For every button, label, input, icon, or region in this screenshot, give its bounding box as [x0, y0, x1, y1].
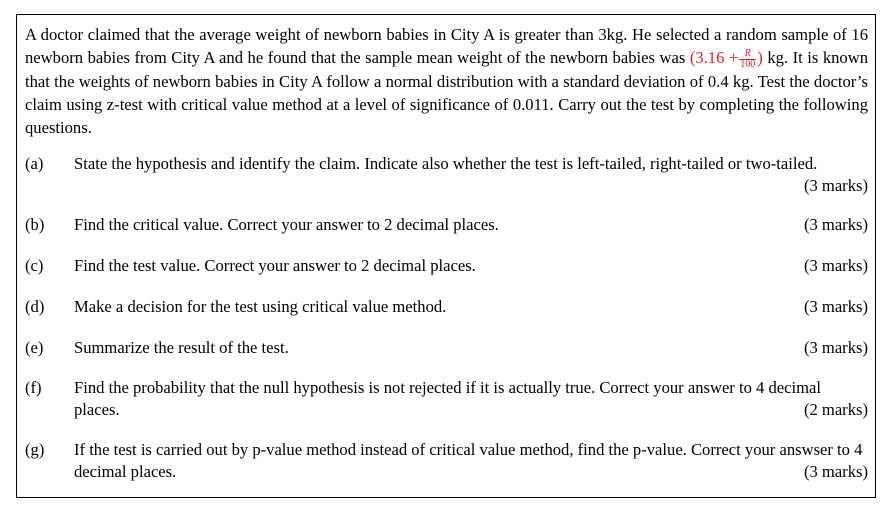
question-a — [25, 153, 868, 197]
question-marks: (2 marks) — [803, 400, 868, 419]
question-marks: (3 marks) — [803, 176, 868, 195]
question-text: State the hypothesis and identify the claim. Indicate also whether the test is left-tailed, right-tailed or two-tailed. — [74, 154, 818, 173]
question-text: Find the critical value. Correct your answer to 2 decimal places. — [74, 215, 499, 234]
question-marks: (3 marks) — [803, 462, 868, 481]
question-label: (d) — [25, 297, 45, 316]
problem-statement — [25, 23, 868, 139]
question-marks: (3 marks) — [803, 338, 868, 357]
question-label: (c) — [25, 256, 44, 275]
question-e — [25, 337, 868, 359]
question-b — [25, 214, 868, 236]
question-label: (f) — [25, 378, 42, 397]
question-marks: (3 marks) — [803, 256, 868, 275]
question-text: Find the test value. Correct your answer to 2 decimal places. — [74, 256, 476, 275]
question-label: (e) — [25, 338, 44, 357]
question-f — [25, 377, 868, 421]
question-text: If the test is carried out by p-value method instead of critical value method, find the p-value. Correct your answser to 4 decimal places. — [74, 440, 863, 481]
question-box — [16, 14, 876, 498]
question-marks: (3 marks) — [803, 215, 868, 234]
question-g — [25, 439, 868, 483]
intro-text-part-2: kg. It is known that the weights of newborn babies in City A follow a normal distribution with a standard deviation of 0.4 kg. Test the doctor’s claim using z-test with critical value method at a level of significance of 0.011. Carry out the test by completing the following questions. — [25, 48, 869, 137]
question-d — [25, 296, 868, 318]
intro-text-part-1: A doctor claimed that the average weight of newborn babies in City A is greater than 3kg. He selected a random sample of 16 newborn babies from City A and he found that the sample mean weight of the newborn babies was — [25, 25, 868, 67]
question-label: (a) — [25, 154, 44, 173]
fraction-r-over-100: $\frac{R}{100}$ — [740, 47, 756, 70]
question-c — [25, 255, 868, 277]
question-label: (b) — [25, 215, 45, 234]
question-label: (g) — [25, 440, 45, 459]
question-text: Summarize the result of the test. — [74, 338, 289, 357]
sample-mean-expression: (3.16 + $\frac{R}{100}$ ) — [689, 47, 763, 70]
question-text: Find the probability that the null hypothesis is not rejected if it is actually true. Correct your answer to 4 decimal places. — [74, 378, 822, 419]
question-text: Make a decision for the test using critical value method. — [74, 297, 447, 316]
question-marks: (3 marks) — [803, 297, 868, 316]
